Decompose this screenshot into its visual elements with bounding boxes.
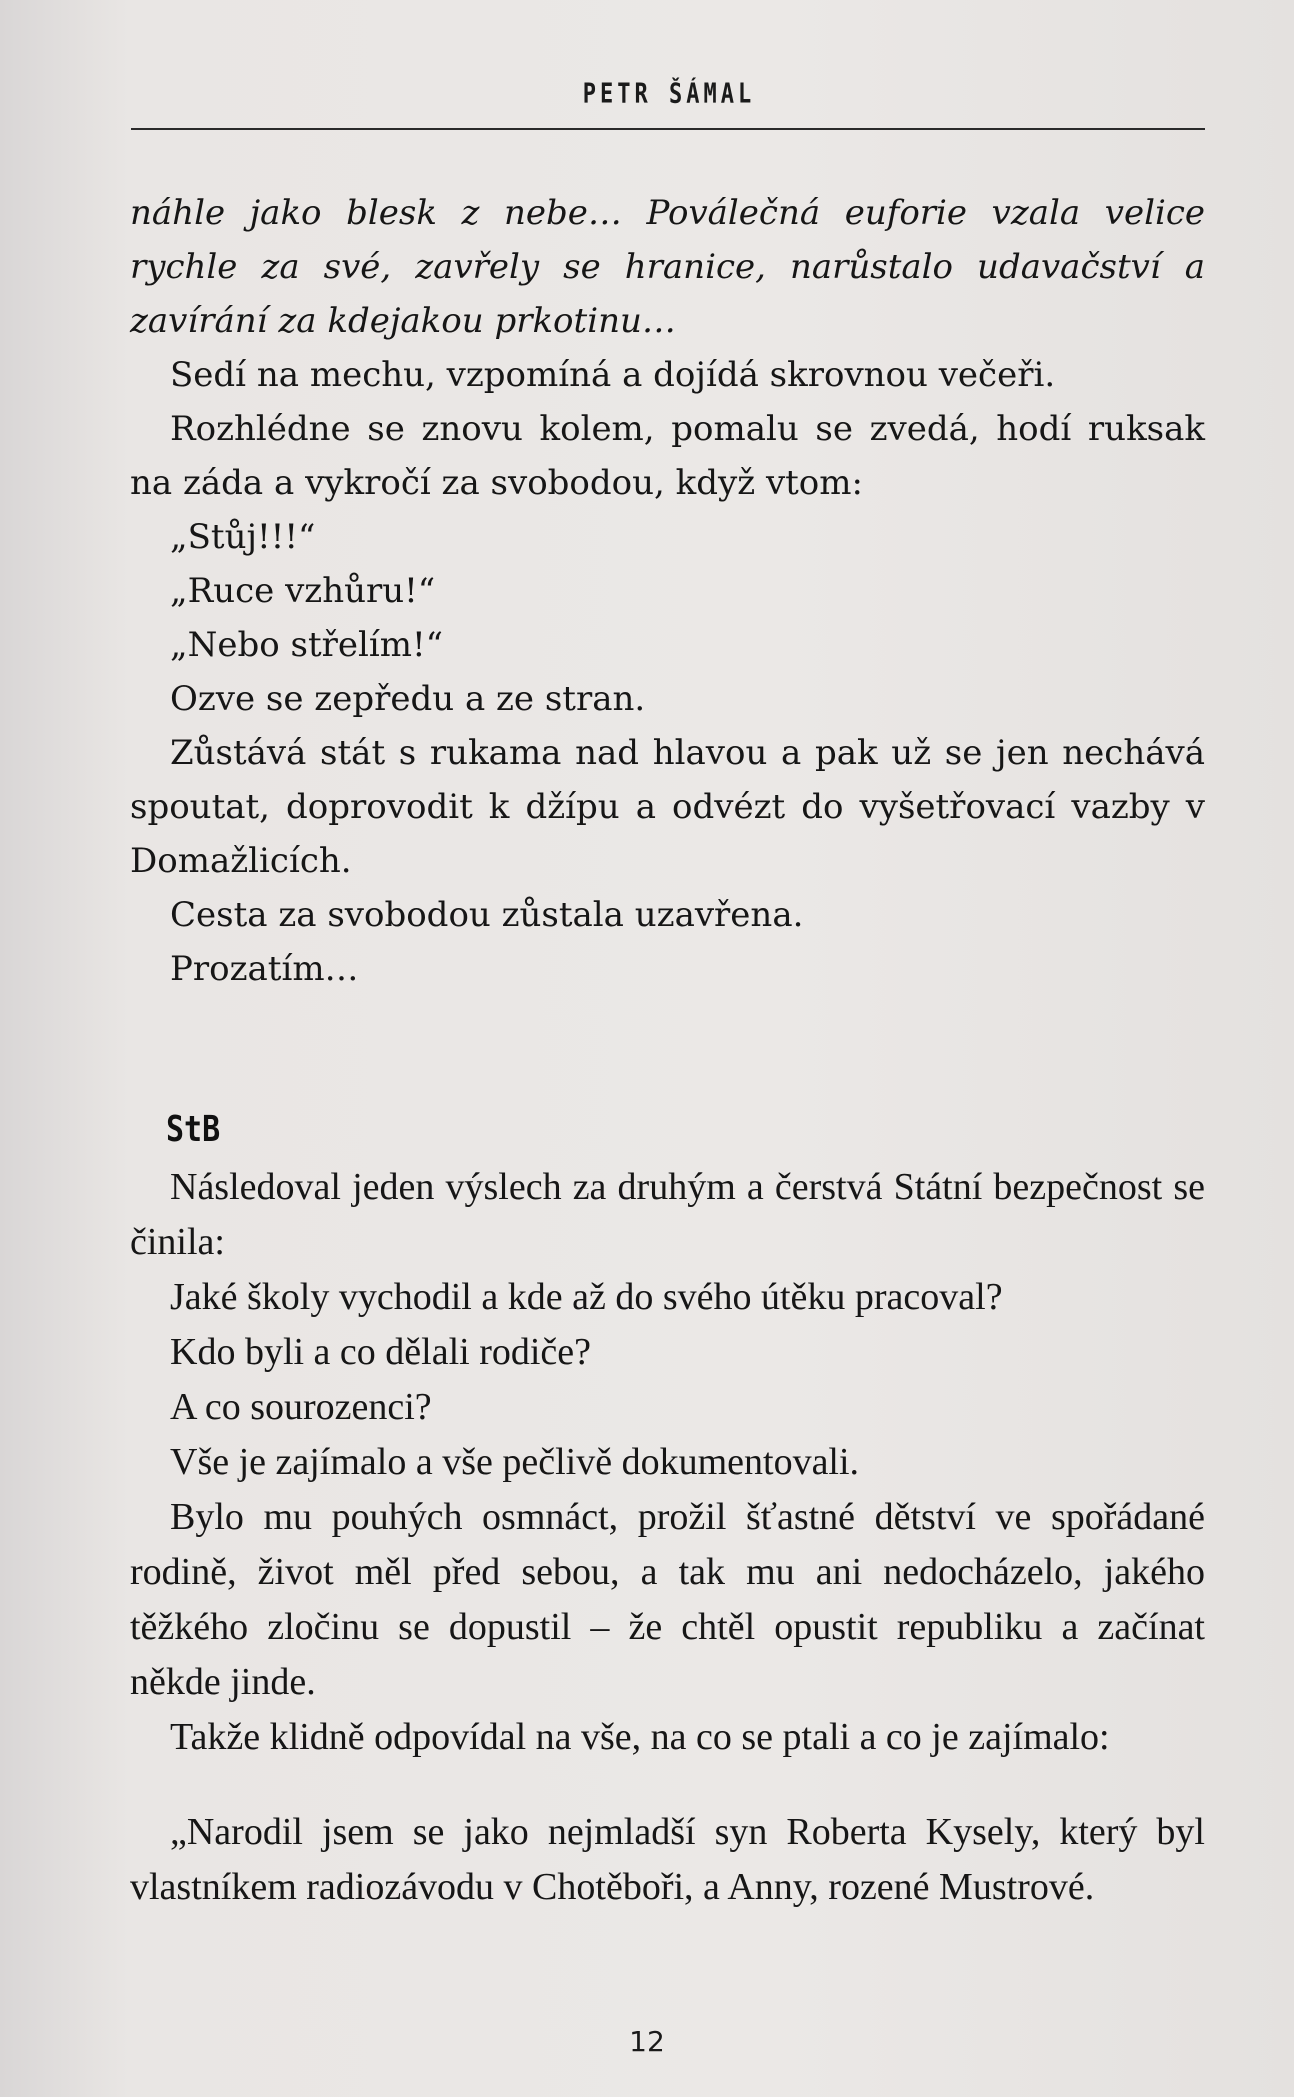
paragraph: „Narodil jsem se jako nejmladší syn Roberta Kysely, který byl vlastníkem radiozávodu v Chotěboři, a Anny, rozené Mustrové. [130, 1811, 1205, 1908]
paragraph: Sedí na mechu, vzpomíná a dojídá skrovnou večeři. [170, 355, 1056, 395]
paragraph: Cesta za svobodou zůstala uzavřena. [170, 895, 804, 935]
paragraph: Zůstává stát s rukama nad hlavou a pak už se jen nechává spoutat, doprovodit k džípu a odvézt do vyšetřovací vazby v Domažlicích. [130, 733, 1205, 881]
section-heading: StB [166, 1108, 221, 1151]
paragraph: Takže klidně odpovídal na vše, na co se ptali a co je zajímalo: [170, 1716, 1110, 1758]
page-number: 12 [629, 2025, 665, 2058]
paragraph-gap [130, 1765, 1205, 1805]
text-block-2 [130, 1160, 1205, 1915]
text-block-1 [130, 186, 1205, 996]
dialogue-line: „Nebo střelím!“ [170, 625, 444, 665]
paragraph: Vše je zajímalo a vše pečlivě dokumentovali. [170, 1441, 860, 1483]
paragraph: Ozve se zepředu a ze stran. [170, 679, 646, 719]
paragraph: náhle jako blesk z nebe… Poválečná euforie vzala velice rychle za své, zavřely se hranice, narůstalo udavačství a zavírání za kdejakou prkotinu… [130, 193, 1205, 341]
paragraph: Rozhlédne se znovu kolem, pomalu se zvedá, hodí ruksak na záda a vykročí za svobodou, když vtom: [130, 409, 1205, 503]
header-rule [131, 128, 1205, 130]
question-line: Kdo byli a co dělali rodiče? [170, 1331, 592, 1373]
dialogue-line: „Stůj!!!“ [170, 517, 316, 557]
running-header [133, 78, 1205, 116]
author-name: PETR ŠÁMAL [582, 78, 756, 111]
question-line: A co sourozenci? [170, 1386, 432, 1428]
paragraph: Následoval jeden výslech za druhým a čerstvá Státní bezpečnost se činila: [130, 1166, 1205, 1263]
paragraph: Bylo mu pouhých osmnáct, prožil šťastné dětství ve spořádané rodině, život měl před sebou, a tak mu ani nedocházelo, jakého těžkého zločinu se dopustil – že chtěl opustit republiku a začínat někde jinde. [130, 1496, 1205, 1703]
dialogue-line: „Ruce vzhůru!“ [170, 571, 436, 611]
paragraph: Prozatím… [170, 949, 359, 989]
question-line: Jaké školy vychodil a kde až do svého útěku pracoval? [170, 1276, 1003, 1318]
